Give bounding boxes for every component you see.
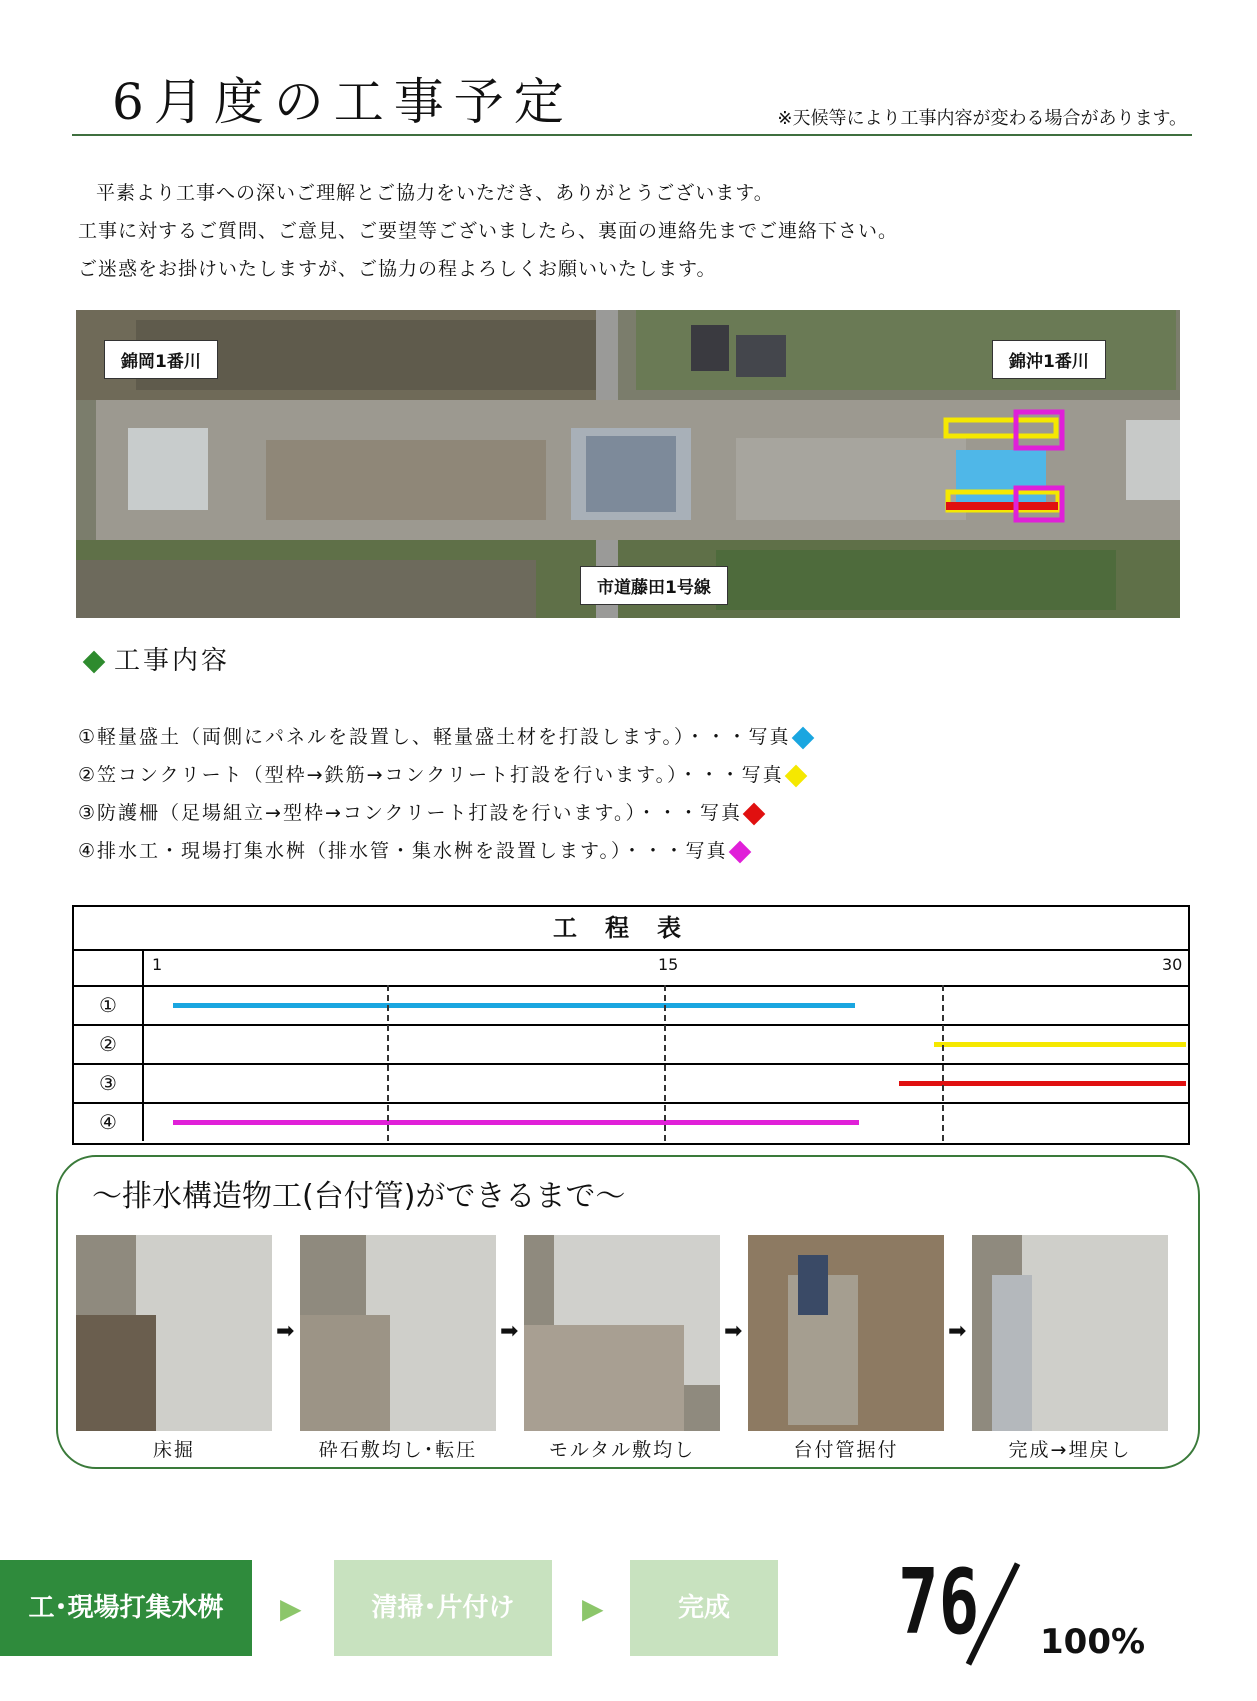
step-caption-3: モルタル敷均し [548,1439,696,1461]
week-divider-1 [387,985,389,1141]
intro-line-3: ご迷惑をお掛けいたしますが、ご協力の程よろしくお願いいたします。 [78,258,717,280]
progress-value: 76 [898,1550,980,1655]
work-item-1 [78,722,819,749]
step-caption-4: 台付管据付 [793,1439,899,1461]
label-nishikioki: 錦沖1番川 [992,340,1106,379]
yellow-diamond-icon [784,764,807,787]
arrow-right-icon: ➡ [948,1319,967,1344]
work-item-2 [78,760,812,787]
axis-corner [74,949,144,985]
heading-diamond-icon [83,650,106,673]
page-title: 6月度の工事予定 [112,73,574,131]
work-item-3 [78,798,770,825]
magenta-diamond-icon [728,840,751,863]
schedule-row-1 [74,987,1188,1026]
schedule-row-2 [74,1026,1188,1065]
process-photo-2 [300,1235,496,1431]
row-label-3: ③ [74,1065,144,1102]
process-photo-3 [524,1235,720,1431]
tick-end: 30 [1162,955,1183,974]
schedule-title: 工程表 [74,907,1188,951]
red-diamond-icon [743,802,766,825]
intro-line-1: 平素より工事への深いご理解とご協力をいただき、ありがとうございます。 [96,182,774,204]
schedule-row-4 [74,1104,1188,1141]
work-item-2-text: ②笠コンクリート（型枠→鉄筋→コンクリート打設を行います。）・・・写真 [78,764,784,786]
work-heading-text: 工事内容 [114,646,231,676]
week-divider-3 [942,985,944,1141]
row-label-2: ② [74,1026,144,1063]
progress-total: 100% [1040,1622,1146,1662]
process-photo-5 [972,1235,1168,1431]
process-photo-4 [748,1235,944,1431]
arrow-right-icon: ➡ [500,1319,519,1344]
footer-triangle-icon: ▶ [280,1592,302,1625]
schedule-bar-4 [173,1120,859,1125]
footer-step-last: 完成 [630,1560,778,1656]
weather-note: ※天候等により工事内容が変わる場合があります。 [777,108,1187,129]
work-item-4 [78,836,756,863]
footer-step-next: 清掃･片付け [334,1560,552,1656]
work-heading [82,640,230,677]
work-item-4-text: ④排水工・現場打集水桝（排水管・集水桝を設置します。）・・・写真 [78,840,728,862]
blue-diamond-icon [791,726,814,749]
row-label-1: ① [74,987,144,1024]
row-label-4: ④ [74,1104,144,1141]
label-road: 市道藤田1号線 [580,566,728,605]
schedule-bar-2 [934,1042,1186,1047]
arrow-right-icon: ➡ [276,1319,295,1344]
tick-mid: 15 [658,955,679,974]
step-caption-1: 床掘 [152,1439,195,1461]
label-nishikioka: 錦岡1番川 [104,340,218,379]
footer-step-current: 工･現場打集水桝 [0,1560,252,1656]
schedule-row-3 [74,1065,1188,1104]
step-caption-2: 砕石敷均し･転圧 [318,1439,478,1461]
process-photo-1 [76,1235,272,1431]
tick-start: 1 [152,955,163,974]
process-title: 〜排水構造物工(台付管)ができるまで〜 [92,1179,626,1214]
arrow-right-icon: ➡ [724,1319,743,1344]
aerial-photo [76,310,1180,618]
intro-line-2: 工事に対するご質問、ご意見、ご要望等ございましたら、裏面の連絡先までご連絡下さい。 [78,220,899,242]
week-divider-2 [664,985,666,1141]
schedule-bar-1 [173,1003,856,1008]
work-item-3-text: ③防護柵（足場組立→型枠→コンクリート打設を行います。）・・・写真 [78,802,742,824]
schedule-table [72,905,1190,1145]
process-panel [56,1155,1200,1469]
step-caption-5: 完成→埋戻し [1008,1439,1132,1461]
work-item-1-text: ①軽量盛土（両側にパネルを設置し、軽量盛土材を打設します。）・・・写真 [78,726,791,748]
title-divider [72,134,1192,136]
schedule-axis [74,949,1188,987]
footer-triangle-icon: ▶ [582,1592,604,1625]
